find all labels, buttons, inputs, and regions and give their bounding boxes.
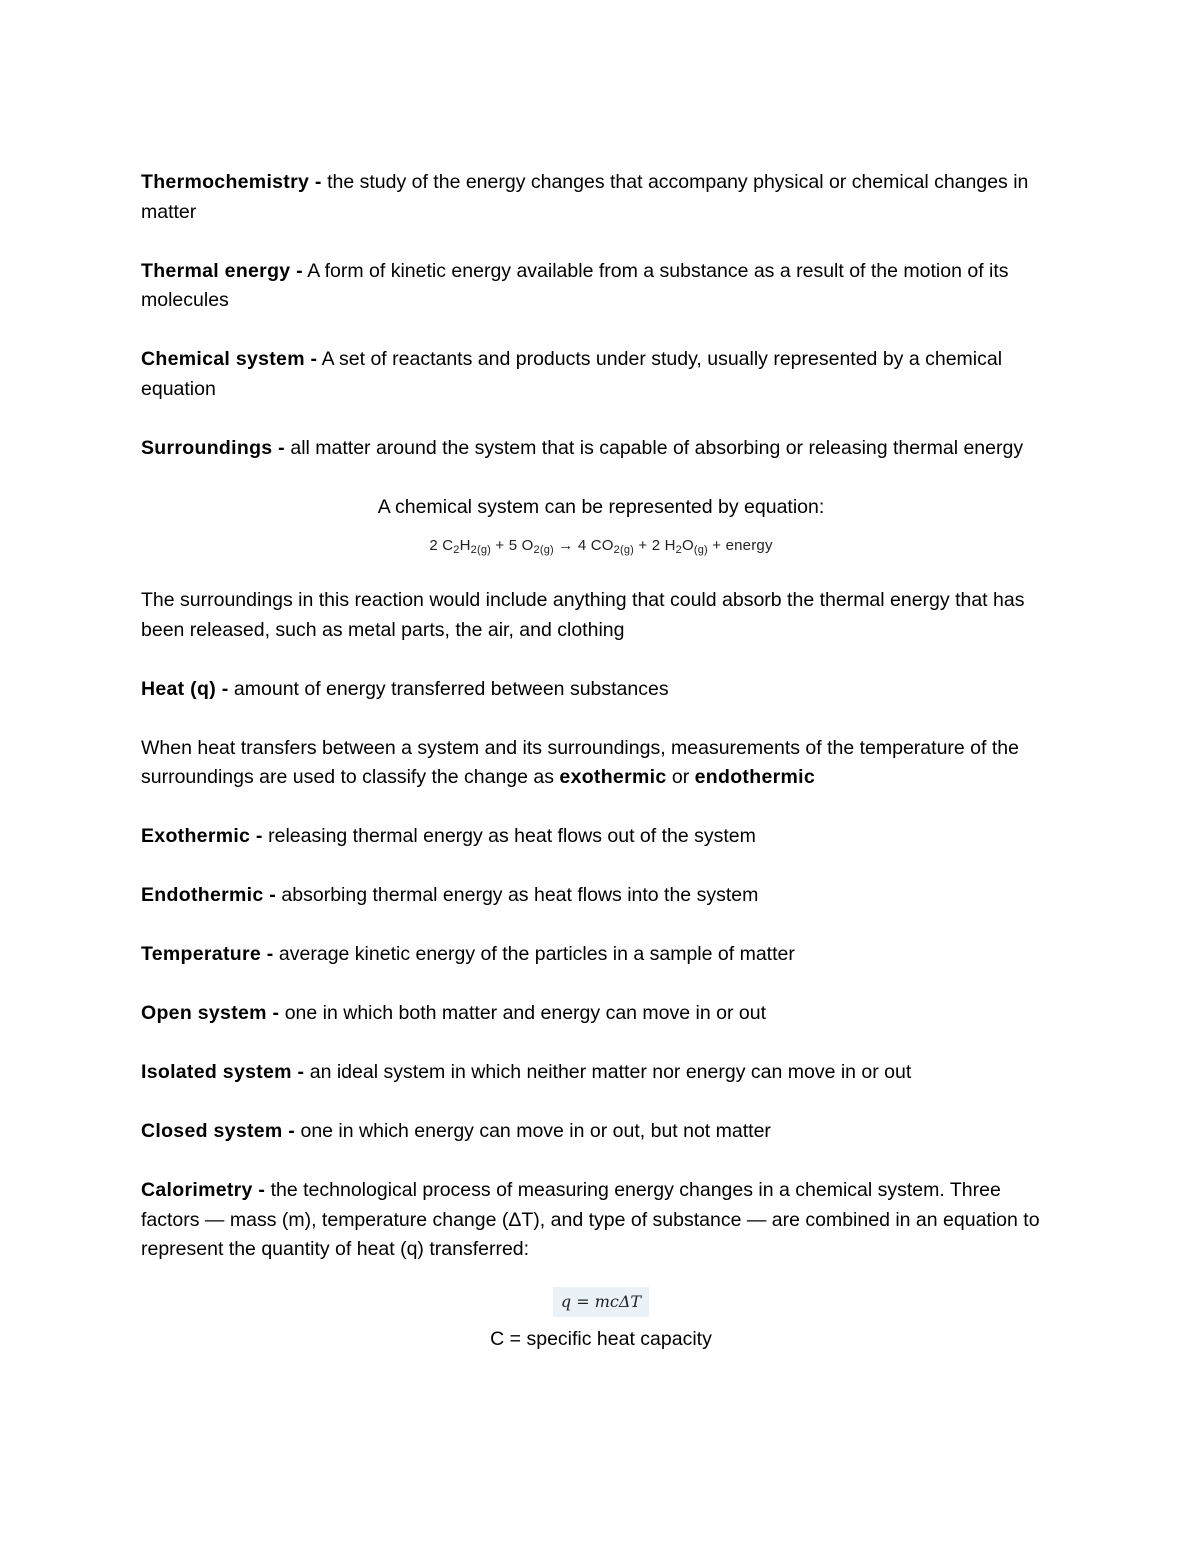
eq-co2-sub: 2(g) [613, 544, 635, 556]
classify-text-a: When heat transfers between a system and its surroundings, measurements of the temperature of the surroundings are used to classify the change as [141, 736, 1019, 788]
definition-text: one in which both matter and energy can move in or out [279, 1002, 766, 1024]
classify-paragraph [141, 734, 1061, 793]
definition-closed-system [141, 1117, 1061, 1147]
definition-text: releasing thermal energy as heat flows out of the system [262, 825, 756, 847]
definition-text: the technological process of measuring energy changes in a chemical system. Three factors — mass (m), temperature change (ΔT), and type of substance — are combined in an equation to represent the quantity of heat (q) transferred: [141, 1179, 1040, 1260]
surroundings-note: The surroundings in this reaction would include anything that could absorb the thermal energy that has been released, such as metal parts, the air, and clothing [141, 589, 1025, 641]
definition-exothermic [141, 822, 1061, 852]
reaction-equation [141, 534, 1061, 558]
term: Exothermic - [141, 825, 263, 847]
eq-c2h2-sub1: 2 [453, 544, 460, 556]
term: Calorimetry - [141, 1179, 266, 1201]
definition-text: one in which energy can move in or out, but not matter [295, 1120, 771, 1142]
definition-calorimetry [141, 1176, 1061, 1265]
term: Open system - [141, 1002, 280, 1024]
equation-intro: A chemical system can be represented by equation: [377, 495, 825, 518]
definition-surroundings [141, 434, 1061, 464]
definition-temperature [141, 940, 1061, 970]
term: Thermochemistry - [141, 171, 322, 193]
eq-c2h2-sub2: 2(g) [470, 544, 492, 556]
classify-text-b: or [666, 766, 695, 788]
definition-thermal-energy [141, 257, 1061, 316]
term: Closed system - [141, 1120, 296, 1142]
eq-c2h2-h: H [459, 537, 471, 554]
eq-co2: → 4 CO [553, 537, 614, 554]
definition-text: amount of energy transferred between substances [228, 677, 669, 700]
definition-isolated-system [141, 1058, 1061, 1088]
eq-energy: + energy [707, 537, 773, 554]
definition-open-system [141, 999, 1061, 1029]
definition-thermochemistry [141, 168, 1061, 227]
eq-o2-sub: 2(g) [533, 544, 554, 556]
definition-text: the study of the energy changes that accompany physical or chemical changes in matter [141, 171, 1029, 223]
classify-bold-exothermic: exothermic [559, 766, 667, 788]
term: Heat (q) - [141, 677, 229, 700]
term: Surroundings - [141, 436, 285, 459]
heat-formula-wrap [141, 1287, 1061, 1319]
definition-text: an ideal system in which neither matter nor energy can move in or out [304, 1061, 912, 1083]
eq-c2h2-coef: 2 C [429, 537, 454, 554]
definition-text: average kinetic energy of the particles in a sample of matter [273, 943, 795, 965]
eq-h2o: + 2 H [634, 537, 676, 554]
formula-caption: C = specific heat capacity [490, 1327, 712, 1350]
definition-text: A form of kinetic energy available from a substance as a result of the motion of its molecules [141, 259, 1009, 311]
definition-chemical-system [141, 345, 1061, 404]
term: Temperature - [141, 943, 274, 965]
term: Isolated system - [141, 1061, 305, 1083]
term: Chemical system - [141, 348, 318, 370]
definition-text: A set of reactants and products under study, usually represented by a chemical equation [141, 348, 1003, 400]
document-body [141, 168, 1061, 1354]
term: Thermal energy - [141, 259, 303, 282]
definition-text: all matter around the system that is capable of absorbing or releasing thermal energy [284, 436, 1024, 459]
eq-h2o-state: (g) [693, 544, 708, 556]
definition-endothermic [141, 881, 1061, 911]
eq-o2: + 5 O [491, 537, 534, 554]
heat-formula: q = mcΔT [553, 1287, 649, 1317]
eq-h2o-sub: 2 [675, 544, 682, 556]
definition-text: absorbing thermal energy as heat flows into the system [276, 884, 759, 906]
eq-h2o-o: O [681, 537, 694, 554]
definition-heat [141, 675, 1061, 705]
term: Endothermic - [141, 884, 276, 906]
classify-bold-endothermic: endothermic [694, 766, 815, 788]
